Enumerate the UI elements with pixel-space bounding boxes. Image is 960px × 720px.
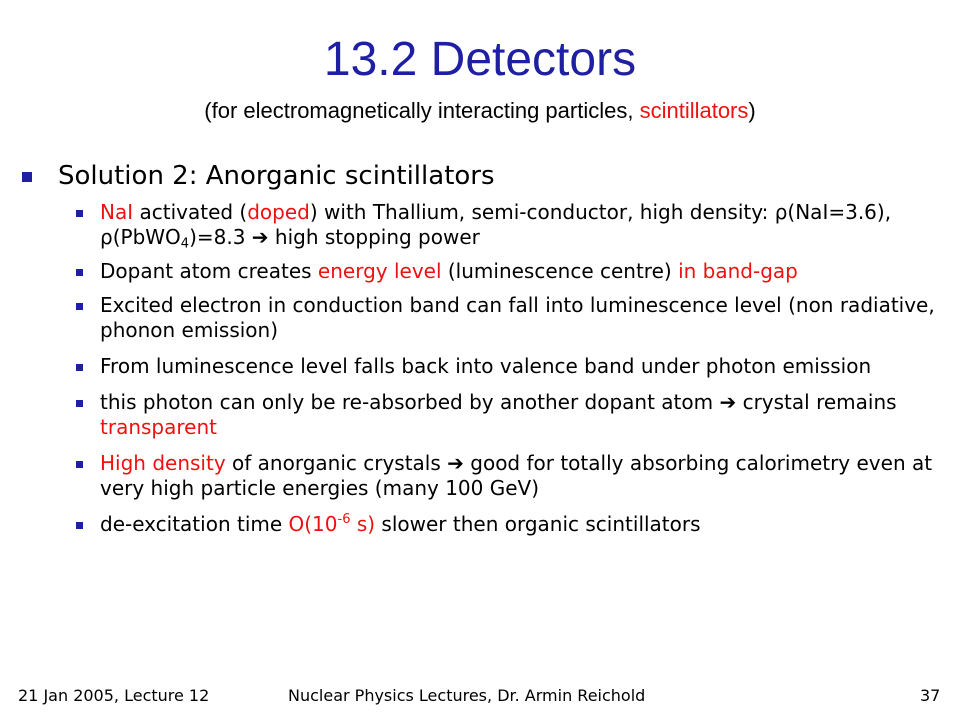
item-text: high stopping power <box>268 225 480 249</box>
footer-date: 21 Jan 2005, Lecture 12 <box>18 686 210 705</box>
item-text: O(10 <box>288 512 338 536</box>
main-bullet: Solution 2: Anorganic scintillators <box>58 161 495 191</box>
item-text: in band-gap <box>678 259 798 283</box>
item-text: s) <box>350 512 376 536</box>
sub-bullet-list <box>76 200 936 537</box>
slide-title: 13.2 Detectors <box>323 33 637 86</box>
list-item <box>76 451 936 501</box>
item-text: (PbWO <box>112 225 181 249</box>
square-bullet-icon <box>22 172 32 182</box>
rho-symbol: ρ <box>774 200 788 224</box>
item-text: Dopant atom creates <box>100 259 318 283</box>
item-text: High density <box>100 451 226 475</box>
item-text: NaI <box>100 200 134 224</box>
list-item <box>76 354 936 379</box>
list-item <box>76 200 936 250</box>
item-text: de-excitation time <box>100 512 289 536</box>
rho-symbol: ρ <box>100 225 113 249</box>
item-text: ) with Thallium, semi-conductor, high density: <box>309 200 775 224</box>
item-text: )=8.3 <box>189 225 252 249</box>
superscript: -6 <box>337 512 351 528</box>
item-text: (luminescence centre) <box>441 259 679 283</box>
item-text: good for totally absorbing calorimetry even at very high particle energies (many 100 GeV) <box>100 451 933 500</box>
slide-subtitle <box>0 98 960 124</box>
page-number: 37 <box>920 686 941 705</box>
subscript: 4 <box>180 236 190 252</box>
subtitle-close: ) <box>748 98 756 123</box>
item-text: doped <box>247 200 310 224</box>
item-text: of anorganic crystals <box>225 451 448 475</box>
item-text: Excited electron in conduction band can fall into luminescence level (non radiative, phonon emission) <box>100 293 935 342</box>
list-item <box>76 293 936 343</box>
list-item <box>76 512 936 537</box>
footer-author: Nuclear Physics Lectures, Dr. Armin Reichold <box>288 686 646 705</box>
subtitle-highlight: scintillators <box>639 98 749 123</box>
item-text: transparent <box>100 415 217 439</box>
item-text: activated ( <box>133 200 248 224</box>
item-text: crystal remains <box>736 390 897 414</box>
right-arrow-icon: ➔ <box>719 390 737 414</box>
item-text: slower then organic scintillators <box>375 512 701 536</box>
item-text: this photon can only be re-absorbed by another dopant atom <box>100 390 720 414</box>
subtitle-open: (for electromagnetically interacting particles, <box>204 98 640 123</box>
item-text: (NaI=3.6), <box>787 200 892 224</box>
item-text: From luminescence level falls back into valence band under photon emission <box>100 354 872 378</box>
list-item <box>76 390 936 440</box>
right-arrow-icon: ➔ <box>251 225 269 249</box>
list-item <box>76 259 936 284</box>
right-arrow-icon: ➔ <box>447 451 464 475</box>
item-text: energy level <box>317 259 442 283</box>
